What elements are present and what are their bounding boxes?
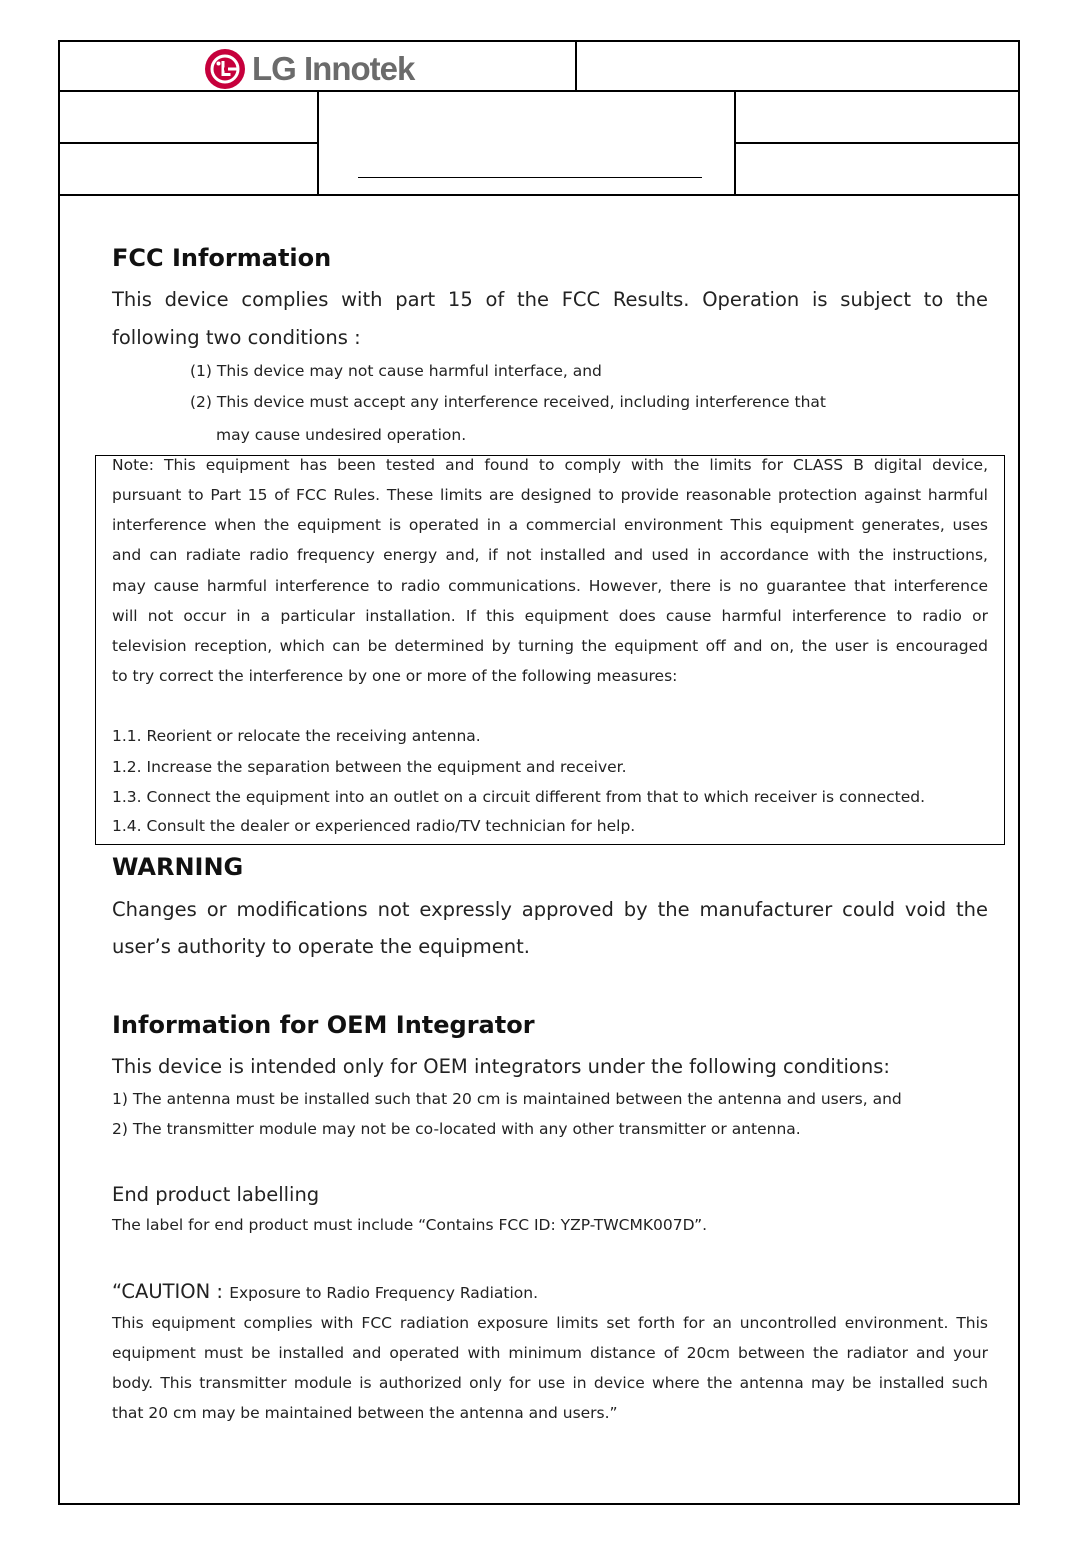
caution-label: “CAUTION : bbox=[112, 1280, 230, 1303]
header-row-divider-2 bbox=[58, 142, 318, 144]
fcc-intro-line-2: following two conditions : bbox=[112, 326, 361, 349]
oem-condition-1: 1) The antenna must be installed such that 20 cm is maintained between the antenna and users, and bbox=[112, 1090, 902, 1108]
measure-item: 1.1. Reorient or relocate the receiving antenna. bbox=[112, 727, 481, 745]
note-line: will not occur in a particular installation. If this equipment does cause harmful interference to radio or bbox=[112, 607, 988, 625]
measure-item: 1.3. Connect the equipment into an outlet on a circuit different from that to which receiver is connected. bbox=[112, 788, 926, 806]
fcc-condition-1: (1) This device may not cause harmful interface, and bbox=[190, 362, 602, 380]
oem-heading: Information for OEM Integrator bbox=[112, 1011, 535, 1039]
header-col-divider-left bbox=[317, 90, 319, 195]
warning-line-1: Changes or modifications not expressly approved by the manufacturer could void the bbox=[112, 898, 988, 921]
caution-line: This equipment complies with FCC radiation exposure limits set forth for an uncontrolled environment. This bbox=[112, 1314, 988, 1332]
title-underline bbox=[358, 177, 702, 178]
header-col-divider-right bbox=[734, 90, 736, 195]
caution-title bbox=[112, 1280, 538, 1303]
caution-line: that 20 cm may be maintained between the antenna and users.” bbox=[112, 1404, 618, 1422]
caution-line: body. This transmitter module is authorized only for use in device where the antenna may be installed such bbox=[112, 1374, 988, 1392]
warning-heading: WARNING bbox=[112, 853, 244, 881]
note-line: television reception, which can be determined by turning the equipment off and on, the user is encouraged bbox=[112, 637, 988, 655]
caution-line: equipment must be installed and operated with minimum distance of 20cm between the radiator and your bbox=[112, 1344, 988, 1362]
note-line: Note: This equipment has been tested and found to comply with the limits for CLASS B digital device, bbox=[112, 456, 988, 474]
caution-subtitle: Exposure to Radio Frequency Radiation. bbox=[229, 1284, 539, 1302]
labelling-heading: End product labelling bbox=[112, 1183, 320, 1206]
header-row-divider-1 bbox=[58, 90, 1020, 92]
fcc-heading: FCC Information bbox=[112, 244, 332, 272]
note-line: interference when the equipment is operated in a commercial environment This equipment generates, uses bbox=[112, 516, 988, 534]
header-col-divider-top bbox=[575, 40, 577, 91]
fcc-intro-line-1: This device complies with part 15 of the FCC Results. Operation is subject to the bbox=[112, 288, 988, 311]
header-row-divider-3 bbox=[734, 142, 1020, 144]
logo-wordmark: LG Innotek bbox=[252, 50, 415, 87]
fcc-condition-2-line-1: (2) This device must accept any interference received, including interference that bbox=[190, 393, 826, 411]
warning-line-2: user’s authority to operate the equipment. bbox=[112, 935, 530, 958]
note-line: pursuant to Part 15 of FCC Rules. These limits are designed to provide reasonable protection against harmful bbox=[112, 486, 988, 504]
note-line: and can radiate radio frequency energy and, if not installed and used in accordance with the instructions, bbox=[112, 546, 988, 564]
measure-item: 1.2. Increase the separation between the equipment and receiver. bbox=[112, 758, 627, 776]
measure-item: 1.4. Consult the dealer or experienced radio/TV technician for help. bbox=[112, 817, 636, 835]
oem-condition-2: 2) The transmitter module may not be co-located with any other transmitter or antenna. bbox=[112, 1120, 801, 1138]
note-line: may cause harmful interference to radio communications. However, there is no guarantee that interference bbox=[112, 577, 988, 595]
header-bottom-line bbox=[58, 194, 1020, 196]
lg-logo-icon bbox=[204, 48, 246, 90]
fcc-condition-2-line-2: may cause undesired operation. bbox=[216, 426, 467, 444]
labelling-text: The label for end product must include “Contains FCC ID: YZP-TWCMK007D”. bbox=[112, 1216, 708, 1234]
oem-intro: This device is intended only for OEM integrators under the following conditions: bbox=[112, 1055, 890, 1078]
company-logo bbox=[204, 48, 414, 90]
note-line: to try correct the interference by one or more of the following measures: bbox=[112, 667, 678, 685]
